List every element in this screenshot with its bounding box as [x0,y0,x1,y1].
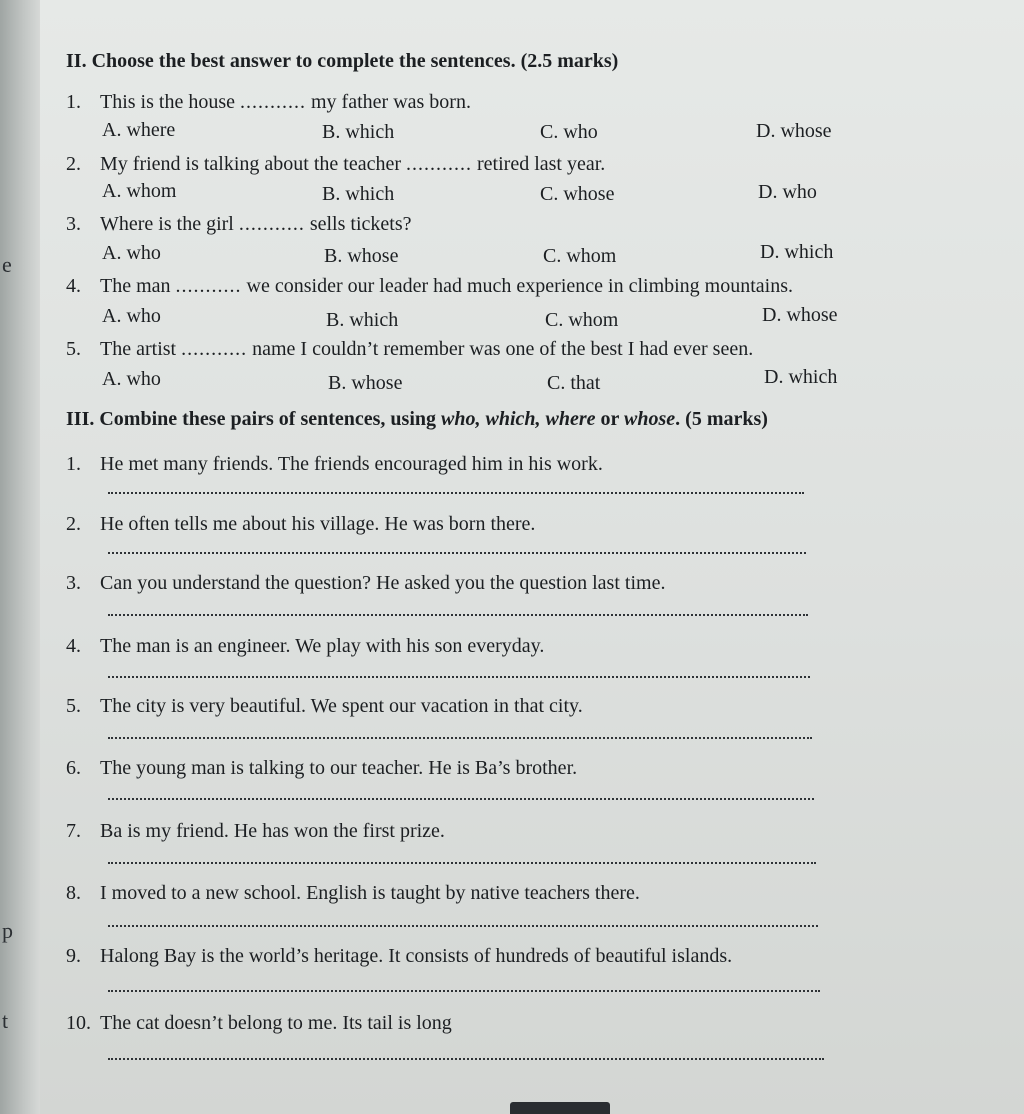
item-number: 7. [66,820,81,842]
item-text: Halong Bay is the world’s heritage. It consists of hundreds of beautiful islands. [100,945,733,967]
combine-item-4 [66,635,544,658]
answer-line[interactable] [108,737,812,739]
option-c: C. whose [540,183,615,205]
item-text: He met many friends. The friends encouraged him in his work. [100,453,603,475]
section-2-heading: II. Choose the best answer to complete the sentences. (2.5 marks) [66,50,619,72]
heading-end: . (5 marks) [675,408,768,430]
answer-line[interactable] [108,614,808,616]
edge-letter: e [2,252,12,277]
combine-item-3 [66,572,665,595]
question-text-after: sells tickets? [309,213,412,235]
page-bottom-mark [510,1102,610,1114]
item-number: 6. [66,757,81,779]
option-b: B. which [326,309,399,331]
item-text: I moved to a new school. English is taught by native teachers there. [100,882,640,904]
question-1 [66,91,471,114]
question-text-before: This is the house [100,91,235,113]
heading-last: whose [624,408,676,430]
item-text: Can you understand the question? He asked you the question last time. [100,572,666,594]
question-text-after: retired last year. [477,153,606,175]
question-text-before: My friend is talking about the teacher [100,153,402,175]
combine-item-6 [66,757,577,780]
option-a: A. whom [102,180,177,202]
answer-line[interactable] [108,492,804,494]
question-3 [66,213,411,236]
combine-item-8 [66,882,640,905]
option-b: B. which [322,121,395,143]
answer-line[interactable] [108,552,806,554]
answer-line[interactable] [108,798,814,800]
left-page-edge [0,0,40,1114]
combine-item-1 [66,453,603,476]
item-number: 4. [66,635,81,657]
option-d: D. whose [762,304,838,326]
option-a: A. who [102,305,161,327]
question-5 [66,338,753,361]
heading-or: or [595,408,625,430]
combine-item-2 [66,513,535,536]
option-d: D. which [764,366,838,388]
section-3-heading [66,408,768,431]
option-b: B. whose [324,245,399,267]
combine-item-7 [66,820,445,843]
answer-line[interactable] [108,1058,824,1060]
question-number: 3. [66,213,81,235]
option-c: C. that [547,372,601,394]
item-number: 8. [66,882,81,904]
answer-line[interactable] [108,925,818,927]
combine-item-9 [66,945,732,968]
combine-item-5 [66,695,583,718]
option-b: B. whose [328,372,403,394]
answer-blank: ........... [238,213,305,235]
question-text-before: The artist [100,338,177,360]
question-2 [66,153,605,176]
question-number: 1. [66,91,81,113]
option-d: D. which [760,241,834,263]
question-text-after: we consider our leader had much experience in climbing mountains. [246,275,794,297]
option-d: D. whose [756,120,832,142]
question-text-after: my father was born. [311,91,471,113]
item-text: He often tells me about his village. He was born there. [100,513,536,535]
option-c: C. whom [543,245,617,267]
option-a: A. who [102,242,161,264]
answer-blank: ........... [181,338,248,360]
answer-line[interactable] [108,676,810,678]
item-number: 5. [66,695,81,717]
combine-item-10 [66,1012,452,1035]
item-number: 2. [66,513,81,535]
question-text-before: The man [100,275,171,297]
heading-words: who, which, where [441,408,596,430]
option-d: D. who [758,181,817,203]
item-number: 3. [66,572,81,594]
edge-letter: p [2,918,13,943]
option-c: C. who [540,121,598,143]
option-a: A. who [102,368,161,390]
question-number: 4. [66,275,81,297]
question-4 [66,275,793,298]
item-number: 9. [66,945,81,967]
question-text-after: name I couldn’t remember was one of the best I had ever seen. [252,338,754,360]
edge-letter: t [2,1008,9,1033]
question-text-before: Where is the girl [100,213,234,235]
answer-blank: ........... [175,275,242,297]
heading-start: III. Combine these pairs of sentences, using [66,408,442,430]
item-text: The young man is talking to our teacher. He is Ba’s brother. [100,757,578,779]
item-number: 10. [66,1012,91,1034]
question-number: 5. [66,338,81,360]
answer-blank: ........... [240,91,306,113]
option-c: C. whom [545,309,619,331]
question-number: 2. [66,153,81,175]
item-number: 1. [66,453,81,475]
answer-line[interactable] [108,862,816,864]
item-text: Ba is my friend. He has won the first prize. [100,820,445,842]
item-text: The cat doesn’t belong to me. Its tail is long [100,1012,452,1034]
item-text: The city is very beautiful. We spent our vacation in that city. [100,695,583,717]
answer-blank: ........... [406,153,473,175]
item-text: The man is an engineer. We play with his son everyday. [100,635,545,657]
answer-line[interactable] [108,990,820,992]
option-a: A. where [102,119,176,141]
option-b: B. which [322,183,395,205]
